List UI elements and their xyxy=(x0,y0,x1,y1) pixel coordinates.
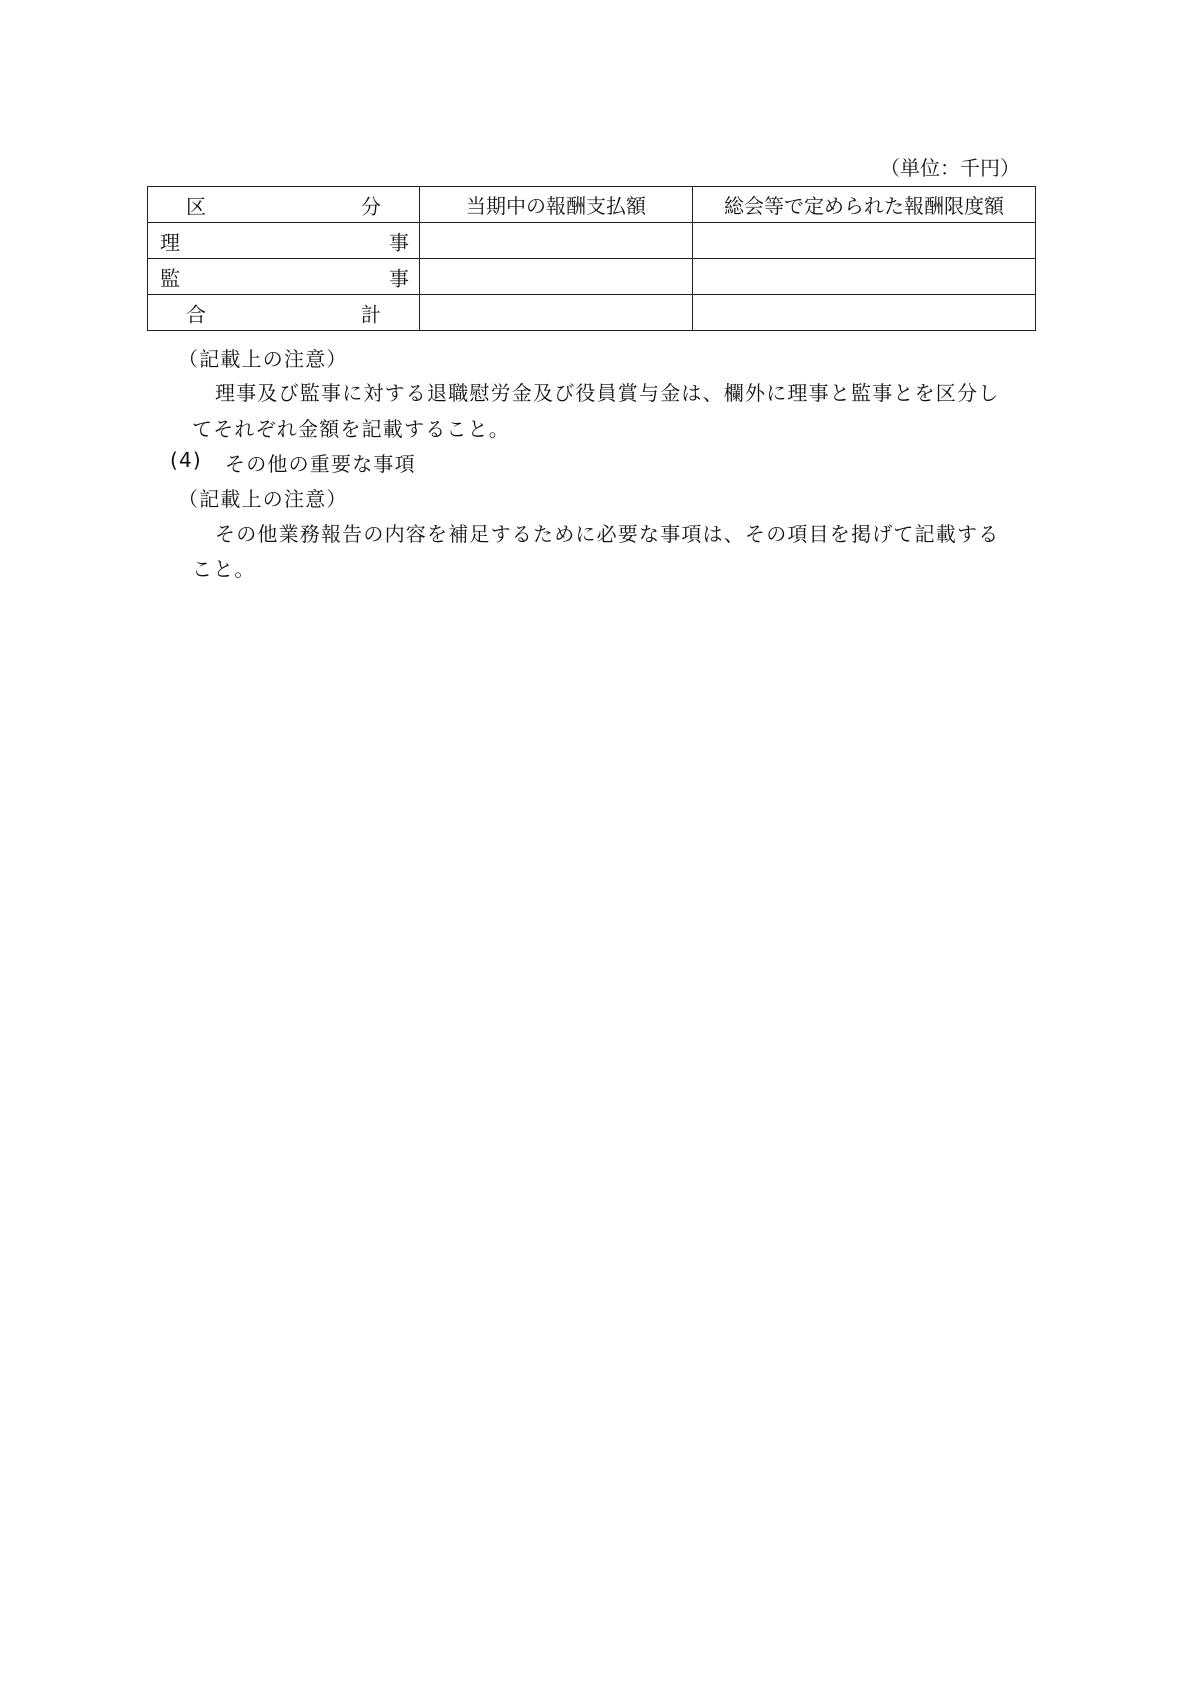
row-paid-cell xyxy=(420,259,693,295)
header-category-cell xyxy=(148,187,420,223)
note1-line2: てそれぞれ金額を記載すること。 xyxy=(192,417,510,441)
row-label-left: 理 xyxy=(160,230,180,254)
section4-number: (4) xyxy=(170,448,202,472)
row-label-left: 監 xyxy=(160,266,180,290)
row-label-left: 合 xyxy=(186,302,206,326)
row-limit-cell xyxy=(693,223,1036,259)
row-label-cell xyxy=(148,295,420,331)
table-row-director xyxy=(148,223,1036,259)
row-label-right: 事 xyxy=(389,266,409,290)
row-paid-cell xyxy=(420,295,693,331)
note2-line1: その他業務報告の内容を補足するために必要な事項は、その項目を掲げて記載する xyxy=(215,522,1000,546)
note1-line1: 理事及び監事に対する退職慰労金及び役員賞与金は、欄外に理事と監事とを区分し xyxy=(215,381,1000,405)
header-paid-amount: 当期中の報酬支払額 xyxy=(420,187,693,223)
row-paid-cell xyxy=(420,223,693,259)
section4-title: その他の重要な事項 xyxy=(225,452,416,476)
row-label-cell xyxy=(148,223,420,259)
table-row-total xyxy=(148,295,1036,331)
remuneration-table xyxy=(147,186,1036,331)
header-category-right: 分 xyxy=(361,194,381,218)
row-limit-cell xyxy=(693,295,1036,331)
row-label-cell xyxy=(148,259,420,295)
header-limit-amount: 総会等で定められた報酬限度額 xyxy=(693,187,1036,223)
note1-heading: （記載上の注意） xyxy=(178,347,348,371)
row-limit-cell xyxy=(693,259,1036,295)
note2-heading: （記載上の注意） xyxy=(178,487,348,511)
table-row-auditor xyxy=(148,259,1036,295)
header-category-left: 区 xyxy=(186,194,206,218)
note2-line2: こと。 xyxy=(192,557,256,581)
unit-label: （単位：千円） xyxy=(880,156,1020,180)
row-label-right: 事 xyxy=(389,230,409,254)
table-header-row xyxy=(148,187,1036,223)
row-label-right: 計 xyxy=(361,302,381,326)
